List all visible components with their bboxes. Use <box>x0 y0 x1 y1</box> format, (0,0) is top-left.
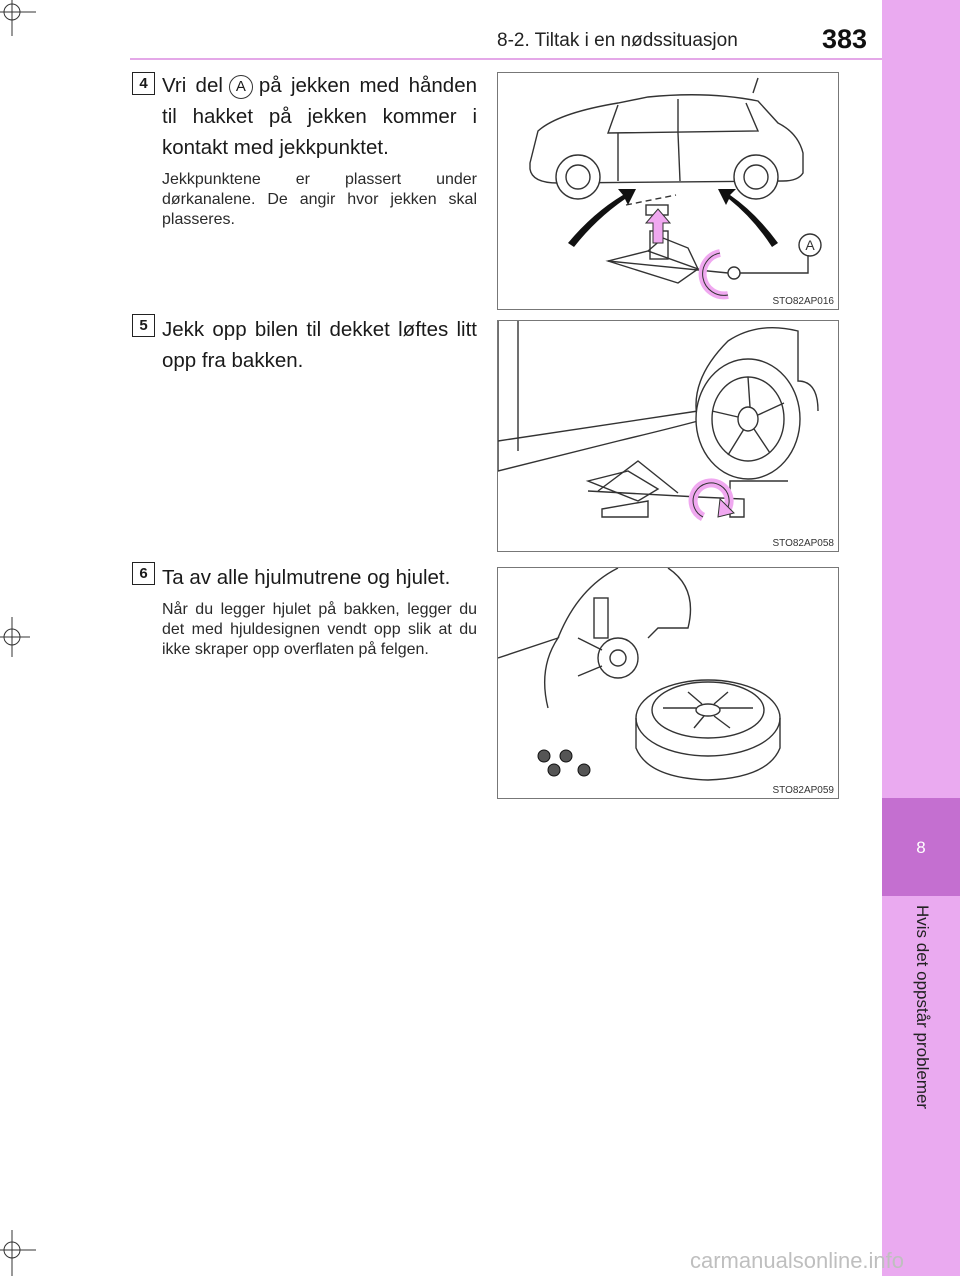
illustration-lift-car <box>497 320 839 552</box>
step-number-5: 5 <box>132 314 155 337</box>
image-code: STO82AP016 <box>772 296 834 307</box>
step-number-6: 6 <box>132 562 155 585</box>
chapter-number: 8 <box>916 838 926 857</box>
step-4-text <box>162 70 477 163</box>
image-code: STO82AP059 <box>772 785 834 796</box>
callout-a-badge: A <box>229 75 253 99</box>
step-number-4: 4 <box>132 72 155 95</box>
watermark-text: carmanualsonline.info <box>690 1248 905 1273</box>
header-rule <box>130 58 882 60</box>
step-4-text-after: på jekken med hånden til hakket på jekken kommer i kontakt med jekkpunktet. <box>162 74 477 159</box>
image-code: STO82AP058 <box>772 538 834 549</box>
page-number: 383 <box>822 24 868 54</box>
illustration-jack-position <box>497 72 839 310</box>
step-4-text-before: Vri del <box>162 74 223 97</box>
illustration-remove-wheel <box>497 567 839 799</box>
step-6-note: Når du legger hjulet på bakken, legger du det med hjuldesignen vendt opp slik at du ikke skraper opp overflaten på felgen. <box>162 601 477 658</box>
illustration-callout-a: A <box>805 237 815 253</box>
step-5-text: Jekk opp bilen til dekket løftes litt opp fra bakken. <box>162 318 477 372</box>
step-6-text: Ta av alle hjulmutrene og hjulet. <box>162 566 451 589</box>
section-title: 8-2. Tiltak i en nødssituasjon <box>497 30 738 51</box>
chapter-title: Hvis det oppstår problemer <box>913 905 932 1110</box>
step-4-note: Jekkpunktene er plassert under dørkanalene. De angir hvor jekken skal plasseres. <box>162 171 477 228</box>
